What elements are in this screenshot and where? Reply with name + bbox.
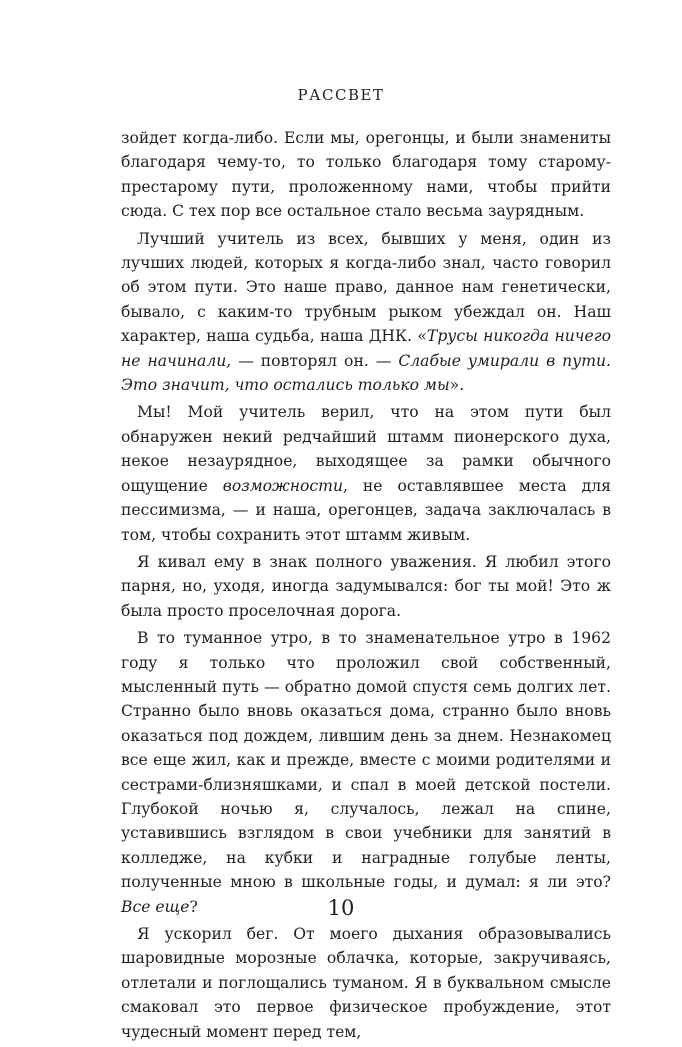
paragraph-country-road (121, 550, 611, 623)
quote-italic: Трусы никогда ничего не начинали, (121, 327, 611, 370)
paragraph-foggy-morning (121, 626, 611, 919)
paragraph-text: Мы! Мой учитель верил, что на этом пути был обнаружен некий редчайший штамм пионерского духа, некое незаурядное, выходящее за рамки обычного ощущение (121, 403, 611, 495)
paragraph-text: ? (189, 897, 198, 916)
paragraph-text: ». (449, 376, 465, 395)
running-title: РАССВЕТ (297, 86, 385, 104)
paragraph-continued (121, 126, 611, 224)
paragraph-running (121, 922, 611, 1044)
paragraph-text: , не оставлявшее места для пессимизма, — и наша, орегонцев, задача заключалась в том, чтобы сохранить этот штамм живым. (121, 476, 611, 544)
paragraph-text: Я кивал ему в знак полного уважения. Я любил этого парня, но, уходя, иногда задумывался: бог ты мой! Это ж была просто проселочная дорога. (121, 552, 611, 620)
paragraph-teacher (121, 227, 611, 398)
emphasis-italic: возможности (222, 476, 343, 495)
paragraph-text: зойдет когда-либо. Если мы, орегонцы, и были знамениты благодаря чему-то, то только благодаря тому старому-престарому пути, проложенному нами, чтобы прийти сюда. С тех пор все остальное стало весьма заурядным. (121, 129, 611, 221)
emphasis-italic: Все еще (121, 897, 190, 916)
paragraph-text: В то туманное утро, в то знаменательное утро в 1962 году я только что проложил свой собственный, мысленный путь — обратно домой спустя семь долгих лет. Странно было вновь оказаться дома, странно было вновь оказаться под дождем, лившим день за днем. Незнакомец все еще жил, как и прежде, вместе с моими родителями и сестрами-близняшками, и спал в моей детской постели. Глубокой ночью я, случалось, лежал на спине, уставившись взглядом в свои учебники для занятий в колледже, на кубки и наградные голубые ленты, полученные мною в школьные годы, и думал: я ли это? (121, 629, 611, 892)
paragraph-text: Лучший учитель из всех, бывших у меня, один из лучших людей, которых я когда-либо знал, часто говорил об этом пути. Это наше право, данное нам генетически, бывало, с каким-то трубным рыком убеждал он. Наш характер, наша судьба, наша ДНК. « (121, 229, 611, 346)
paragraph-text: Я ускорил бег. От моего дыхания образовывались шаровидные морозные облачка, которые, закручиваясь, отлетали и поглощались туманом. Я в буквальном смысле смаковал это первое физическое пробуждение, этот чудесный момент перед тем, (121, 925, 611, 1041)
paragraph-pioneer-spirit (121, 400, 611, 546)
page-number: 10 (327, 896, 355, 920)
paragraph-text: — повторял он. — (231, 351, 399, 370)
quote-italic: Слабые умирали в пути. Это значит, что остались только мы (121, 351, 612, 395)
